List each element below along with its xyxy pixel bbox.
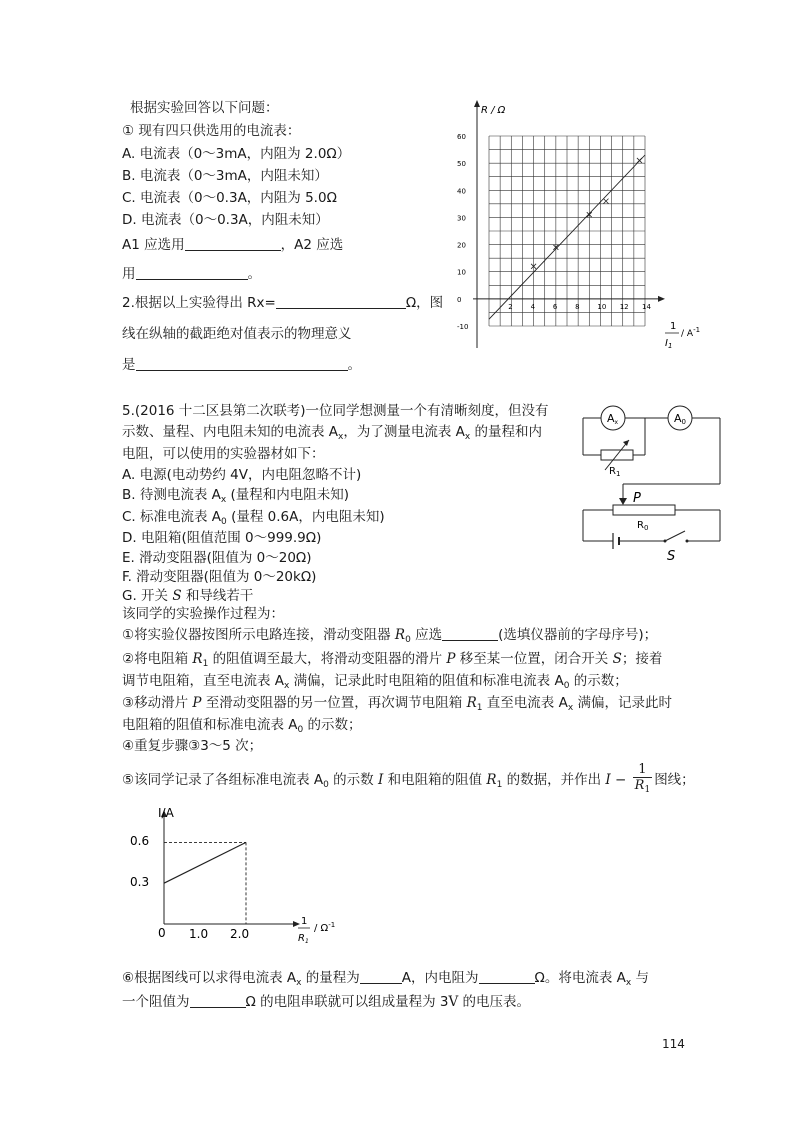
ax-label: Ax [607, 412, 619, 426]
r1-arrow-head [623, 440, 629, 446]
graph2-xl-num: 1 [301, 916, 308, 927]
step-2-line2: 调节电阻箱，直至电流表 $A_x$ 满偏，记录此时电阻箱的阻值和标准电流表 $A_0$ 的示数； [122, 673, 628, 691]
graph2-xl-den: $R_1$ [298, 933, 309, 945]
intro-text: 根据实验回答以下问题： [130, 100, 279, 116]
graph1-ytick-label: 30 [457, 214, 466, 223]
q2-line3 [122, 356, 361, 374]
equip-d: D. 电阻箱(阻值范围 0～999.9Ω) [122, 530, 322, 546]
range-blank[interactable] [360, 969, 402, 984]
graph1-xtick-label: 6 [552, 302, 558, 311]
q2-is: 是 [122, 357, 136, 373]
graph2-axes [161, 810, 300, 927]
graph-i-vs-inv-r1 [120, 800, 360, 960]
resistance-blank[interactable] [479, 969, 535, 984]
graph2-series-line [164, 842, 246, 883]
q2-line2: 线在纵轴的截距绝对值表示的物理意义 [122, 326, 352, 342]
step-5: ⑤该同学记录了各组标准电流表 $A_0$ 的示数 I 和电阻箱的阻值 $R_1$ 的数据，并作出 I − $\frac{1}{R_1}$ 图线； [122, 760, 695, 800]
inv-r1-fraction: $\frac{1}{R_1}$ [634, 762, 651, 795]
a2-blank[interactable] [136, 265, 248, 280]
q2-prefix: 2.根据以上实验得出 Rx= [122, 295, 276, 311]
meaning-blank[interactable] [136, 356, 348, 371]
step-4: ④重复步骤③3～5 次； [122, 738, 263, 754]
resistor-r0 [613, 505, 675, 515]
p-label: P [633, 491, 641, 506]
a0-label: A0 [674, 412, 686, 426]
graph1-ticks [457, 133, 651, 331]
a2-label: ，A2 应选 [280, 237, 344, 253]
graph1-xlabel-unit: / $A^{-1}$ [681, 326, 701, 339]
graph1-ytick-label: 60 [457, 133, 466, 141]
switch-pivot [664, 540, 667, 543]
q5-line1: 5.(2016 十二区县第二次联考)一位同学想测量一个有清晰刻度，但没有 [122, 403, 549, 419]
graph1-ytick-label: 0 [457, 295, 462, 304]
graph1-xtick-label: 14 [642, 302, 651, 311]
graph1-xlabel-num: 1 [670, 321, 677, 332]
rx-blank[interactable] [276, 294, 406, 309]
q2-unit: Ω，图 [405, 295, 444, 311]
graph1-xtick-label: 8 [575, 302, 580, 311]
a2-line [122, 265, 261, 283]
graph1-axes [473, 100, 665, 348]
graph2-xl-unit: / $\Omega^{-1}$ [314, 921, 336, 934]
step-3-line1: ③移动滑片 P 至滑动变阻器的另一位置，再次调节电阻箱 $R_1$ 直至电流表 $A_x$ 满偏，记录此时 [122, 695, 672, 713]
slider-arrow-head [619, 498, 627, 505]
graph2-x-arrow [293, 921, 300, 927]
graph1-data-point [637, 158, 642, 163]
graph1-xlabel-den: $I_1$ [665, 338, 673, 350]
graph1-ytick-label: -10 [457, 323, 469, 331]
graph1-ylabel: R / Ω [481, 105, 506, 116]
graph2-ylabel: I/A [158, 806, 174, 820]
circuit-diagram [575, 398, 735, 568]
option-a: A. 电流表（0～3mA，内阻为 2.0Ω） [122, 146, 351, 162]
graph1-ytick-label: 20 [457, 241, 466, 250]
r1-label: $R_1$ [609, 466, 621, 478]
a1-line [122, 236, 343, 254]
option-c: C. 电流表（0～0.3A，内阻为 5.0Ω [122, 190, 337, 206]
graph1-data-point [604, 199, 609, 204]
option-d: D. 电流表（0～0.3A，内阻未知） [122, 212, 329, 228]
graph1-xtick-label: 12 [619, 302, 629, 311]
graph-r-vs-inv-i [455, 98, 705, 360]
graph1-x-arrow [658, 296, 665, 302]
graph2-xtick-20: 2.0 [230, 927, 250, 941]
equip-a: A. 电源(电动势约 4V，内电阻忽略不计) [122, 467, 362, 483]
step-6: ⑥根据图线可以求得电流表 $A_x$ 的量程为 A，内电阻为 Ω。将电流表 $A_x$ 与 [122, 970, 649, 988]
r0-label: $R_0$ [637, 520, 649, 532]
equip-f: F. 滑动变阻器(阻值为 0～20kΩ) [122, 569, 317, 585]
series-resistance-blank[interactable] [190, 993, 246, 1008]
equip-b: B. 待测电流表 $A_x$ (量程和内电阻未知) [122, 487, 350, 505]
graph1-xtick-label: 10 [597, 302, 607, 311]
equip-e: E. 滑动变阻器(阻值为 0～20Ω) [122, 550, 312, 566]
period: 。 [247, 266, 261, 282]
use-label: 用 [122, 266, 136, 282]
q5-line2: 示数、量程、内电阻未知的电流表 $A_x$，为了测量电流表 $A_x$ 的量程和内 [122, 424, 543, 442]
graph1-y-arrow [474, 100, 480, 107]
step-1: ①将实验仪器按图所示电路连接，滑动变阻器 $R_0$ 应选 (选填仪器前的字母序号)； [122, 627, 658, 645]
q5-line3: 电阻，可以使用的实验器材如下： [122, 446, 325, 462]
graph2-ytick-03: 0.3 [130, 875, 150, 889]
q1-title: ① 现有四只供选用的电流表： [122, 123, 301, 139]
graph2-ytick-06: 0.6 [130, 834, 150, 848]
graph1-ytick-label: 50 [457, 160, 466, 169]
equip-g: G. 开关 S 和导线若干 [122, 588, 254, 604]
graph2-xtick-0: 0 [158, 926, 166, 940]
process-title: 该同学的实验操作过程为： [122, 606, 284, 622]
graph1-xtick-label: 4 [530, 302, 536, 311]
graph1-ytick-label: 40 [457, 187, 466, 196]
graph2-marks [164, 842, 246, 924]
graph1-xtick-label: 2 [508, 302, 513, 311]
a1-blank[interactable] [185, 236, 281, 251]
equip-c: C. 标准电流表 $A_0$ (量程 0.6A，内电阻未知) [122, 509, 385, 527]
step-7: 一个阻值为 Ω 的电阻串联就可以组成量程为 3V 的电压表。 [122, 994, 531, 1010]
graph2-xtick-10: 1.0 [189, 927, 209, 941]
q2-end: 。 [347, 357, 361, 373]
graph1-ytick-label: 10 [457, 268, 466, 277]
step-2-line1: ②将电阻箱 $R_1$ 的阻值调至最大，将滑动变阻器的滑片 P 移至某一位置，闭合开关 S；接着 [122, 651, 663, 669]
option-b: B. 电流表（0～3mA，内阻未知） [122, 168, 328, 184]
q2-line1 [122, 294, 443, 312]
switch-blade [665, 531, 685, 541]
a1-label: A1 应选用 [122, 237, 185, 253]
graph1-grid [489, 136, 645, 326]
s-label: S [667, 549, 676, 564]
step-3-line2: 电阻箱的阻值和标准电流表 $A_0$ 的示数； [122, 717, 362, 735]
page-number: 114 [662, 1037, 685, 1051]
switch-contact [686, 540, 689, 543]
r0-choice-blank[interactable] [442, 626, 498, 641]
